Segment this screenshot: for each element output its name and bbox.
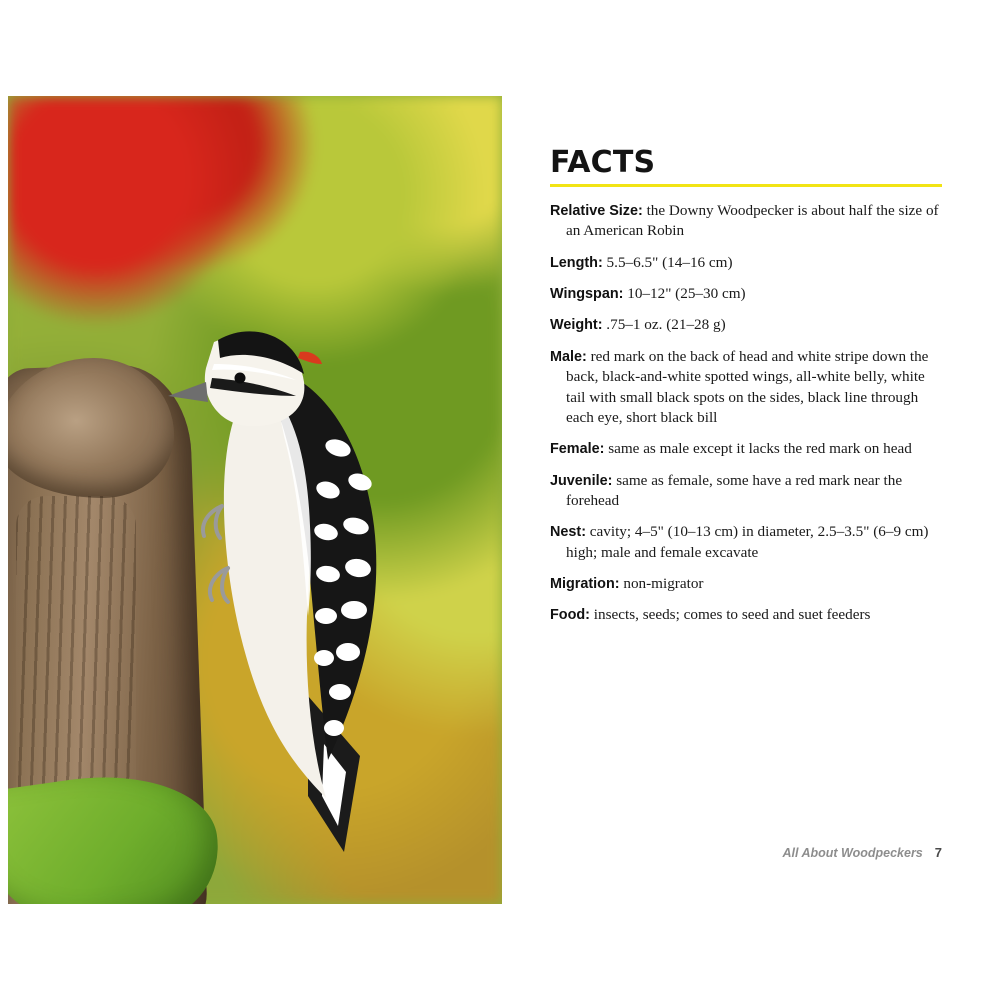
footer-page-number: 7 [934,845,942,860]
fact-length [550,253,942,273]
fact-weight [550,315,942,335]
fact-label: Wingspan: [550,286,624,303]
fact-label: Weight: [550,317,603,334]
fact-label: Juvenile: [550,472,613,489]
fact-value: cavity; 4–5" (10–13 cm) in diameter, 2.5–3.5" (6–9 cm) high; male and female excavate [566,523,929,561]
fact-value: the Downy Woodpecker is about half the size of an American Robin [566,202,939,240]
facts-page [502,96,992,904]
page-footer [782,845,942,860]
fact-value: non-migrator [619,575,704,593]
downy-woodpecker-illustration [8,96,502,904]
fact-female [550,439,942,459]
fact-label: Relative Size: [550,203,643,219]
fact-label: Length: [550,254,603,271]
fact-value: red mark on the back of head and white stripe down the back, black-and-white spotted wings, all-white belly, white tail with small black spots on the sides, black line through each eye, short black bill [566,347,929,426]
fact-nest [550,522,942,563]
fact-juvenile [550,471,942,512]
fact-label: Migration: [550,576,620,593]
photo-page [8,96,502,904]
fact-label: Male: [550,348,587,365]
fact-value: same as male except it lacks the red mark on head [604,440,912,458]
fact-value: same as female, some have a red mark near the forehead [566,471,903,509]
fact-label: Female: [550,441,605,458]
fact-male [550,347,942,428]
fact-value: 5.5–6.5" (14–16 cm) [602,253,733,271]
fact-migration [550,574,942,594]
fact-wingspan [550,284,942,304]
facts-content [550,145,942,637]
fact-label: Food: [550,607,590,624]
footer-book-title: All About Woodpeckers [782,846,923,860]
title-underline-rule [550,184,942,187]
fact-value: 10–12" (25–30 cm) [623,285,746,303]
fact-relative-size [550,201,942,242]
page-title: FACTS [550,145,656,180]
book-spread [8,96,992,904]
fact-value: insects, seeds; comes to seed and suet feeders [589,606,871,624]
fact-label: Nest: [550,524,586,541]
fact-value: .75–1 oz. (21–28 g) [602,316,726,334]
fact-food [550,605,942,625]
